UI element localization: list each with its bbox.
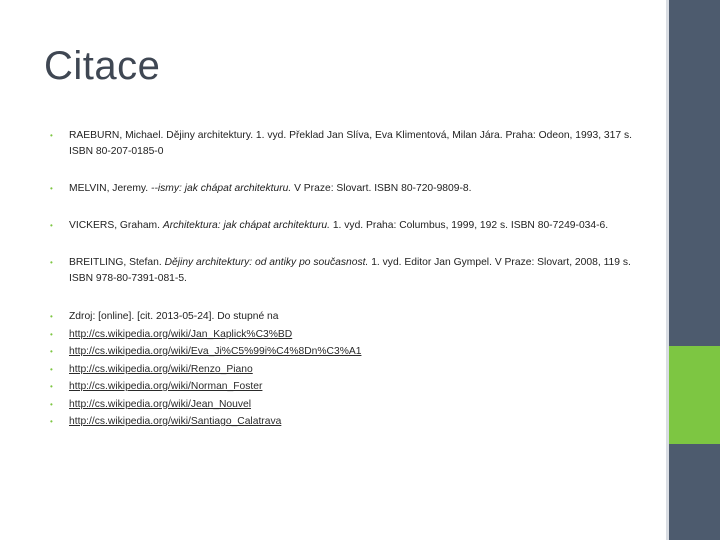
bullet-icon: •	[50, 347, 53, 356]
bullet-icon: •	[50, 184, 53, 193]
bullet-icon: •	[50, 382, 53, 391]
bullet-icon: •	[50, 258, 53, 267]
reference-text-part: BREITLING, Stefan.	[69, 257, 165, 268]
reference-item	[50, 128, 650, 160]
source-line-item	[50, 308, 650, 326]
wiki-link[interactable]: http://cs.wikipedia.org/wiki/Santiago_Calatrava	[69, 416, 282, 427]
link-item	[50, 396, 650, 414]
sidebar-accent-block	[669, 346, 720, 444]
link-item	[50, 378, 650, 396]
reference-list	[50, 128, 650, 431]
source-line: Zdroj: [online]. [cit. 2013-05-24]. Do stupné na	[69, 311, 279, 322]
reference-item	[50, 181, 650, 197]
slide-title: Citace	[44, 44, 161, 88]
wiki-link[interactable]: http://cs.wikipedia.org/wiki/Jean_Nouvel	[69, 398, 252, 410]
reference-title-italic: Dějiny architektury: od antiky po současnost.	[164, 257, 369, 268]
reference-text	[50, 128, 650, 160]
link-item	[50, 413, 650, 431]
bullet-icon: •	[50, 364, 53, 374]
bullet-icon: •	[50, 329, 53, 339]
sidebar-dark-bar	[669, 0, 720, 540]
reference-text-part: RAEBURN, Michael. Dějiny architektury. 1. vyd. Překlad Jan Slíva, Eva Klimentová, Milan Jára. Praha: Odeon, 1993, 317 s. ISBN 80-207-0185-0	[69, 130, 632, 157]
reference-text-part: 1. vyd. Praha: Columbus, 1999, 192 s. ISBN 80-7249-034-6.	[329, 220, 609, 231]
bullet-icon: •	[50, 131, 53, 140]
link-item	[50, 326, 650, 344]
bullet-icon: •	[50, 399, 53, 409]
wiki-link[interactable]: http://cs.wikipedia.org/wiki/Eva_Ji%C5%99i%C4%8Dn%C3%A1	[69, 346, 362, 357]
reference-item	[50, 255, 650, 287]
wiki-link[interactable]: http://cs.wikipedia.org/wiki/Norman_Foster	[69, 381, 263, 392]
reference-text-part: V Praze: Slovart. ISBN 80-720-9809-8.	[291, 183, 472, 194]
wiki-link[interactable]: http://cs.wikipedia.org/wiki/Renzo_Piano	[69, 363, 253, 375]
bullet-icon: •	[50, 417, 53, 426]
bullet-icon: •	[50, 221, 53, 230]
link-item	[50, 361, 650, 379]
reference-text-part: 1. vyd. Editor Jan Gympel. V Praze: Slovart, 2008, 119 s. ISBN 978-80-7391-081-5.	[69, 257, 631, 284]
reference-item	[50, 218, 650, 234]
reference-text-part: MELVIN, Jeremy.	[69, 183, 152, 194]
bullet-icon: •	[50, 312, 53, 321]
reference-title-italic: Architektura: jak chápat architekturu.	[162, 220, 330, 231]
decorative-sidebar	[666, 0, 720, 540]
reference-text	[50, 218, 650, 234]
reference-text-part: VICKERS, Graham.	[69, 220, 163, 231]
wiki-link[interactable]: http://cs.wikipedia.org/wiki/Jan_Kaplick%C3%BD	[69, 328, 293, 340]
reference-text	[50, 181, 650, 197]
link-item	[50, 343, 650, 361]
reference-title-italic: --ismy: jak chápat architekturu.	[151, 183, 292, 194]
source-links	[50, 308, 650, 431]
reference-text	[50, 255, 650, 287]
